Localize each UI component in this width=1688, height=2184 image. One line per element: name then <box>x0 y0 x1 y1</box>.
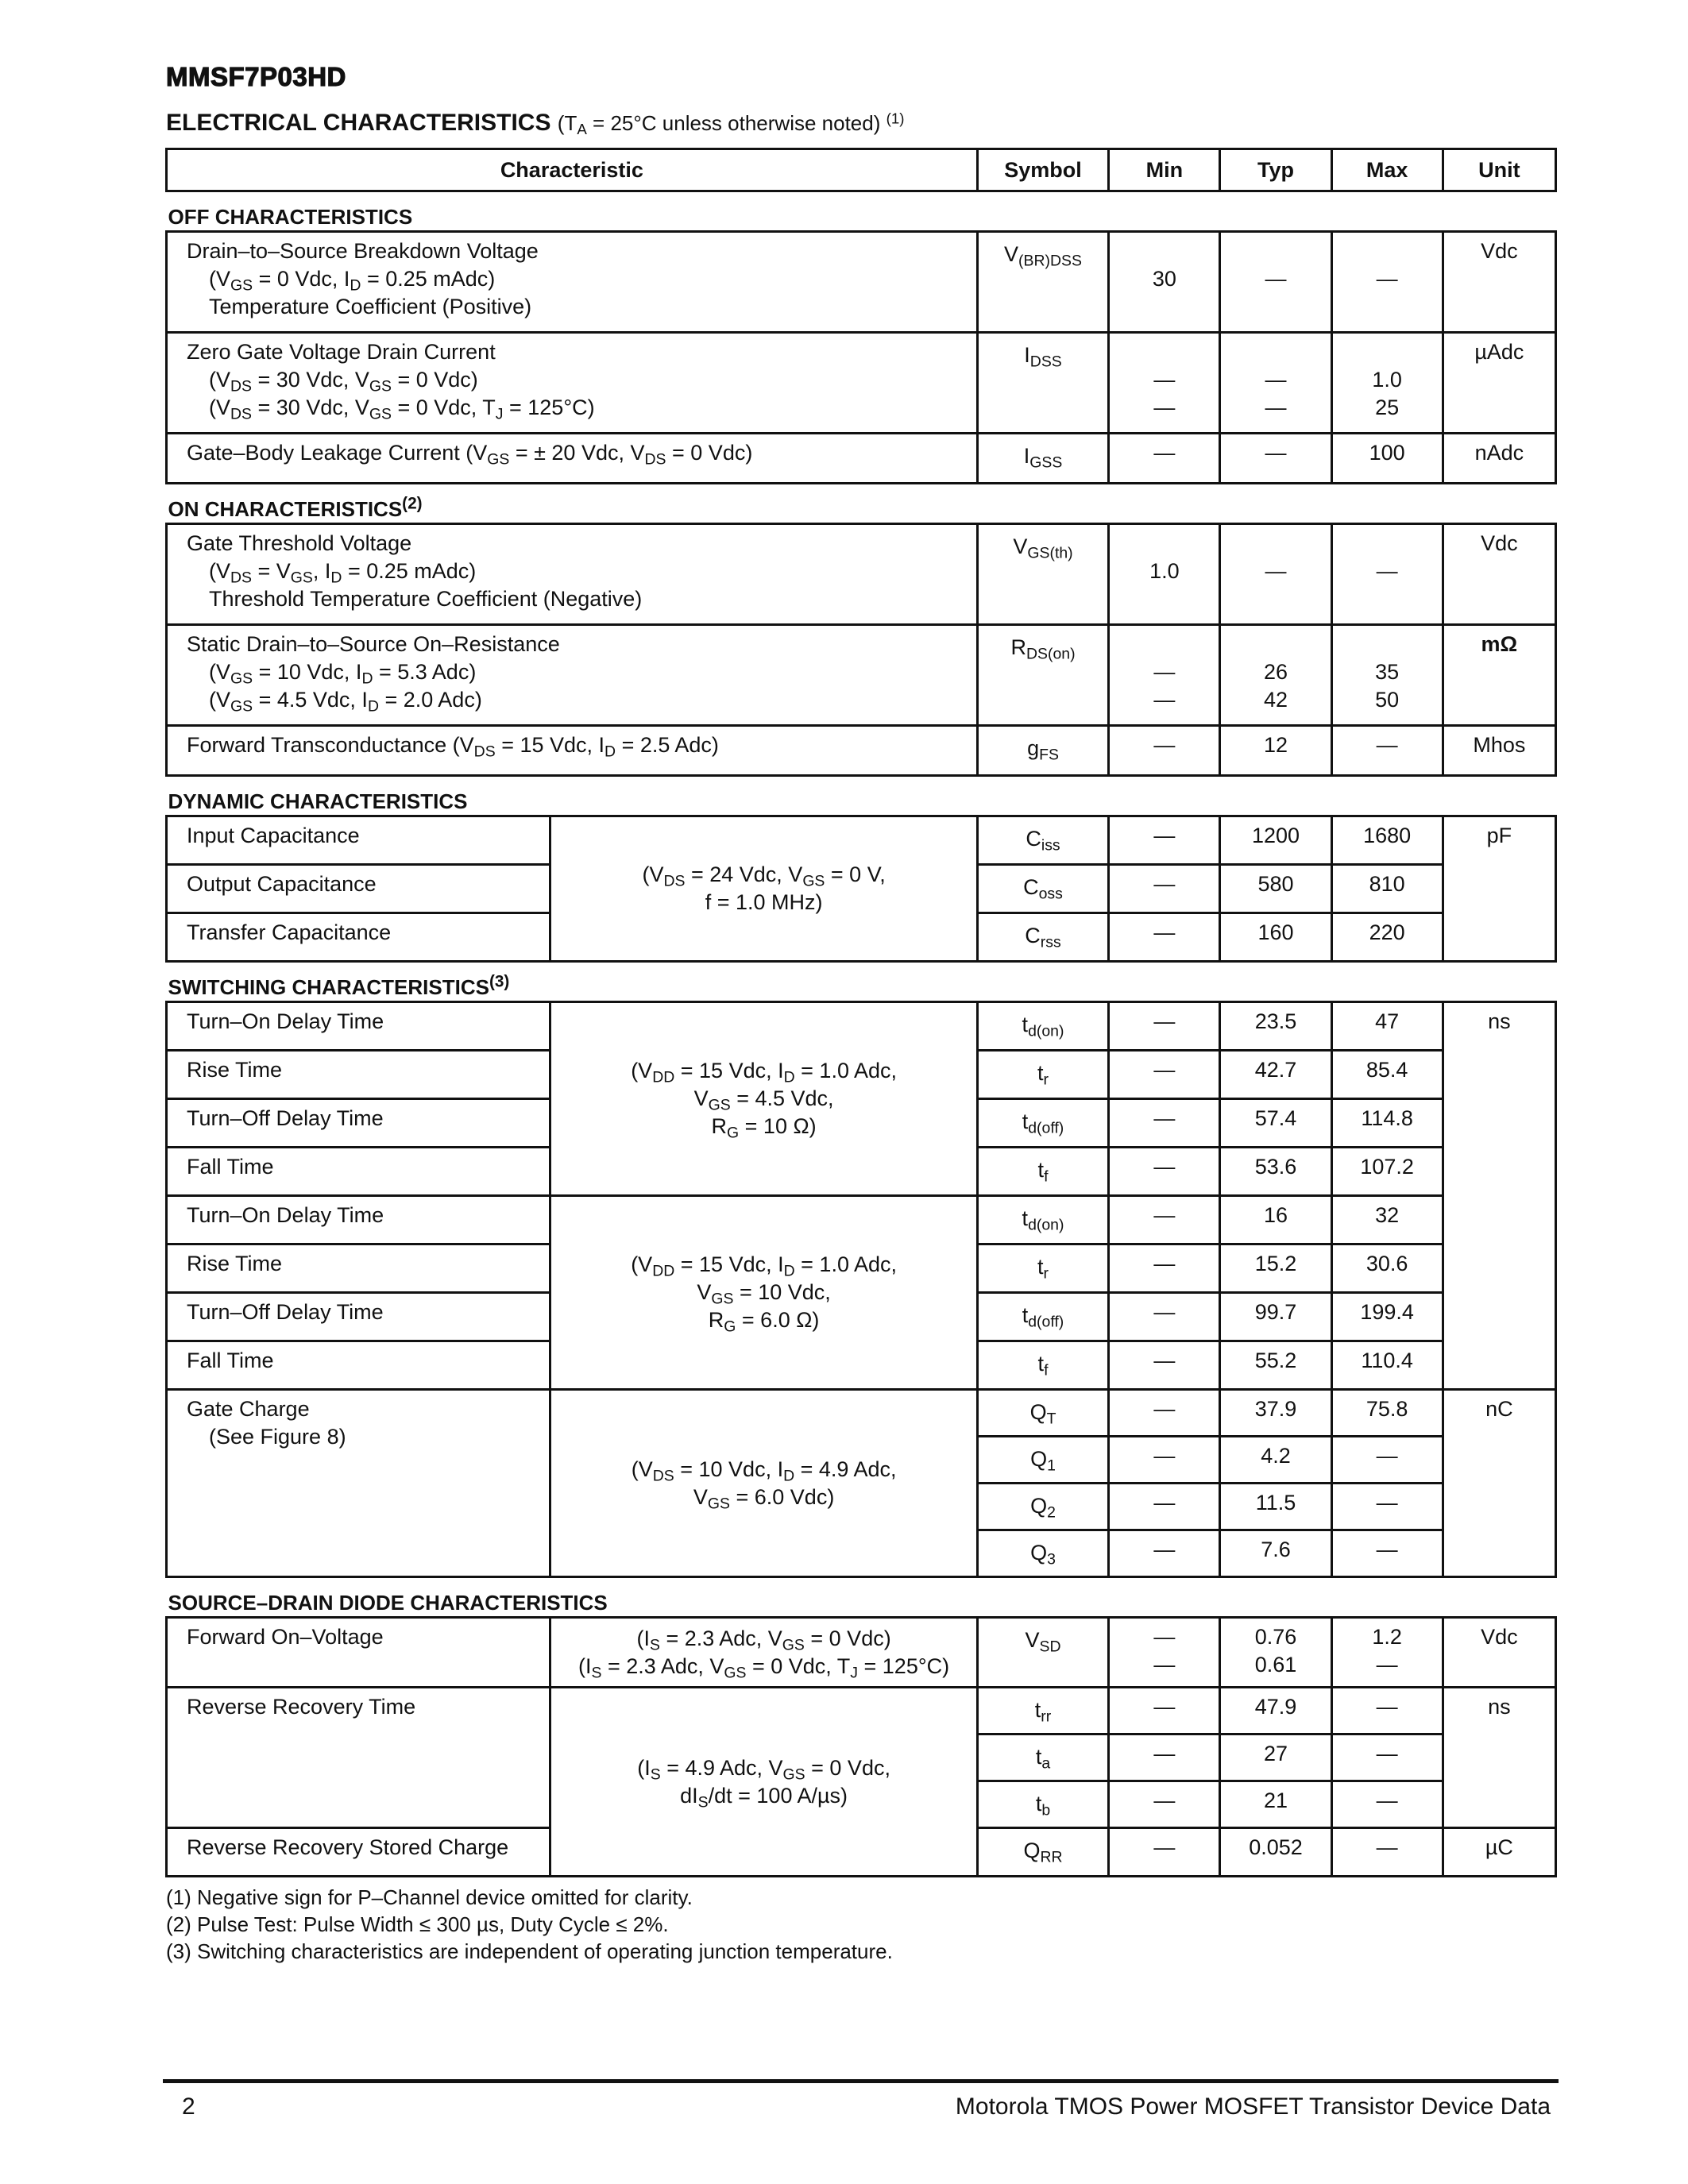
typ-cell: 12 <box>1220 726 1331 776</box>
characteristic-cell: Turn–Off Delay Time <box>167 1293 550 1341</box>
electrical-characteristics-title <box>166 110 904 137</box>
footnote-1: (1) Negative sign for P–Channel device omitted for clarity. <box>166 1885 693 1909</box>
max-cell: — <box>1331 1437 1443 1484</box>
max-cell: — <box>1331 1688 1443 1734</box>
min-cell: — — <box>1109 1618 1220 1688</box>
typ-cell: 0.052 <box>1220 1828 1331 1877</box>
min-cell: 30 <box>1109 232 1220 333</box>
min-cell: — <box>1109 1051 1220 1099</box>
max-cell: 110.4 <box>1331 1341 1443 1390</box>
max-cell: — <box>1331 232 1443 333</box>
table-row <box>167 434 1556 484</box>
symbol-cell: $I_{GSS}$ <box>977 434 1109 484</box>
typ-cell: 15.2 <box>1220 1244 1331 1293</box>
table-row <box>167 1618 1556 1688</box>
min-cell: — <box>1109 1781 1220 1828</box>
typ-cell: 47.9 <box>1220 1688 1331 1734</box>
unit-cell: µC <box>1443 1828 1555 1877</box>
table-row <box>167 1002 1556 1051</box>
unit-cell: Vdc <box>1443 524 1555 625</box>
characteristic-cell: Forward Transconductance ($V_{DS} = 15$ Vdc, $I_D = 2.5$ Adc) <box>167 726 978 776</box>
max-cell: 1.2 — <box>1331 1618 1443 1688</box>
symbol-cell: $t_f$ <box>977 1341 1109 1390</box>
typ-cell: 37.9 <box>1220 1390 1331 1437</box>
typ-cell: 1200 <box>1220 816 1331 865</box>
footer-rule <box>163 2079 1559 2083</box>
symbol-cell: $t_{d(off)}$ <box>977 1099 1109 1148</box>
condition-cell: ($V_{DD} = 15$ Vdc, $I_D = 1.0$ Adc, $V_{GS} = 10$ Vdc, $R_G = 6.0$ Ω) <box>550 1196 977 1390</box>
max-cell: 85.4 <box>1331 1051 1443 1099</box>
symbol-cell: $I_{DSS}$ <box>977 333 1109 434</box>
page-header: MMSF7P03HD <box>166 62 346 91</box>
typ-cell: 21 <box>1220 1781 1331 1828</box>
table-row <box>167 726 1556 776</box>
min-cell: — <box>1109 1734 1220 1781</box>
unit-cell: nC <box>1443 1390 1555 1577</box>
max-cell: 30.6 <box>1331 1244 1443 1293</box>
electrical-characteristics-table <box>165 148 1557 1877</box>
table-row <box>167 1390 1556 1437</box>
typ-cell: 57.4 <box>1220 1099 1331 1148</box>
characteristic-cell: Static Drain–to–Source On–Resistance ($V_{GS} = 10$ Vdc, $I_D = 5.3$ Adc) ($V_{GS} = 4.5$ Vdc, $I_D = 2.0$ Adc) <box>167 625 978 726</box>
min-cell: — <box>1109 434 1220 484</box>
characteristic-cell: Drain–to–Source Breakdown Voltage ($V_{GS} = 0$ Vdc, $I_D = 0.25$ mAdc) Temperature Coefficient (Positive) <box>167 232 978 333</box>
characteristic-cell: Output Capacitance <box>167 865 550 913</box>
max-cell: 1.0 25 <box>1331 333 1443 434</box>
min-cell: — <box>1109 1688 1220 1734</box>
characteristic-cell: Turn–On Delay Time <box>167 1002 550 1051</box>
symbol-cell: $Q_2$ <box>977 1484 1109 1530</box>
section-dynamic: DYNAMIC CHARACTERISTICS <box>168 789 468 813</box>
max-cell: 32 <box>1331 1196 1443 1244</box>
symbol-cell: $t_b$ <box>977 1781 1109 1828</box>
max-cell: — <box>1331 1734 1443 1781</box>
min-cell: — <box>1109 1244 1220 1293</box>
unit-cell: mΩ <box>1443 625 1555 726</box>
characteristic-cell: Reverse Recovery Time <box>167 1688 550 1828</box>
min-cell: — <box>1109 816 1220 865</box>
typ-cell: — — <box>1220 333 1331 434</box>
max-cell: 75.8 <box>1331 1390 1443 1437</box>
characteristic-cell: Zero Gate Voltage Drain Current ($V_{DS} = 30$ Vdc, $V_{GS} = 0$ Vdc) ($V_{DS} = 30$ Vdc, $V_{GS} = 0$ Vdc, $T_J = 125^\circ C$) <box>167 333 978 434</box>
document-title: Motorola TMOS Power MOSFET Transistor Device Data <box>955 2093 1551 2120</box>
unit-cell: ns <box>1443 1688 1555 1828</box>
max-cell: — <box>1331 1781 1443 1828</box>
footnote-3: (3) Switching characteristics are independent of operating junction temperature. <box>166 1939 893 1963</box>
max-cell: 220 <box>1331 913 1443 962</box>
table-row <box>167 1688 1556 1734</box>
characteristic-cell: Input Capacitance <box>167 816 550 865</box>
max-cell: 35 50 <box>1331 625 1443 726</box>
max-cell: — <box>1331 524 1443 625</box>
section-off: OFF CHARACTERISTICS <box>168 205 413 229</box>
condition-cell: ($V_{DD} = 15$ Vdc, $I_D = 1.0$ Adc, $V_{GS} = 4.5$ Vdc, $R_G = 10$ Ω) <box>550 1002 977 1196</box>
typ-cell: 26 42 <box>1220 625 1331 726</box>
symbol-cell: $C_{rss}$ <box>977 913 1109 962</box>
unit-cell: Mhos <box>1443 726 1555 776</box>
min-cell: — <box>1109 1484 1220 1530</box>
min-cell: — <box>1109 1390 1220 1437</box>
unit-cell: nAdc <box>1443 434 1555 484</box>
symbol-cell: $Q_1$ <box>977 1437 1109 1484</box>
section-switching: SWITCHING CHARACTERISTICS$^{(3)}$ <box>168 972 510 999</box>
footnote-2: (2) Pulse Test: Pulse Width ≤ 300 µs, Duty Cycle ≤ 2%. <box>166 1912 669 1936</box>
typ-cell: 42.7 <box>1220 1051 1331 1099</box>
characteristic-cell: Gate Threshold Voltage ($V_{DS} = V_{GS}$, $I_D = 0.25$ mAdc) Threshold Temperature Coefficient (Negative) <box>167 524 978 625</box>
max-cell: 47 <box>1331 1002 1443 1051</box>
header-min: Min <box>1109 149 1220 191</box>
ec-title-bold: ELECTRICAL CHARACTERISTICS <box>166 110 551 136</box>
characteristic-cell: Transfer Capacitance <box>167 913 550 962</box>
condition-cell: ($V_{DS} = 24$ Vdc, $V_{GS} = 0$ V, f = 1.0 MHz) <box>550 816 977 962</box>
characteristic-cell: Turn–Off Delay Time <box>167 1099 550 1148</box>
typ-cell: 16 <box>1220 1196 1331 1244</box>
min-cell: — <box>1109 1828 1220 1877</box>
characteristic-cell: Gate Charge (See Figure 8) <box>167 1390 550 1577</box>
typ-cell: 0.76 0.61 <box>1220 1618 1331 1688</box>
table-row <box>167 232 1556 333</box>
characteristic-cell: Turn–On Delay Time <box>167 1196 550 1244</box>
symbol-cell: $Q_3$ <box>977 1530 1109 1577</box>
symbol-cell: $t_f$ <box>977 1148 1109 1196</box>
min-cell: — — <box>1109 625 1220 726</box>
table-header-row <box>167 149 1556 191</box>
max-cell: 107.2 <box>1331 1148 1443 1196</box>
table-row <box>167 333 1556 434</box>
section-diode: SOURCE–DRAIN DIODE CHARACTERISTICS <box>168 1591 608 1615</box>
table-row <box>167 524 1556 625</box>
symbol-cell: $R_{DS(on)}$ <box>977 625 1109 726</box>
symbol-cell: $Q_{RR}$ <box>977 1828 1109 1877</box>
symbol-cell: $g_{FS}$ <box>977 726 1109 776</box>
min-cell: — <box>1109 1148 1220 1196</box>
page-number: 2 <box>182 2093 195 2120</box>
table-row <box>167 816 1556 865</box>
typ-cell: 53.6 <box>1220 1148 1331 1196</box>
min-cell: — <box>1109 1293 1220 1341</box>
min-cell: — <box>1109 1341 1220 1390</box>
max-cell: 810 <box>1331 865 1443 913</box>
symbol-cell: $t_{d(on)}$ <box>977 1002 1109 1051</box>
max-cell: 1680 <box>1331 816 1443 865</box>
symbol-cell: $V_{GS(th)}$ <box>977 524 1109 625</box>
typ-cell: 11.5 <box>1220 1484 1331 1530</box>
unit-cell: pF <box>1443 816 1555 962</box>
symbol-cell: $V_{SD}$ <box>977 1618 1109 1688</box>
symbol-cell: $t_a$ <box>977 1734 1109 1781</box>
header-typ: Typ <box>1220 149 1331 191</box>
section-on: ON CHARACTERISTICS$^{(2)}$ <box>168 494 423 521</box>
symbol-cell: $t_r$ <box>977 1244 1109 1293</box>
condition-cell: ($I_S = 2.3$ Adc, $V_{GS} = 0$ Vdc) ($I_S = 2.3$ Adc, $V_{GS} = 0$ Vdc, $T_J = 125^\circ C$) <box>550 1618 977 1688</box>
min-cell: — <box>1109 1196 1220 1244</box>
footnotes <box>166 1884 893 1965</box>
header-max: Max <box>1331 149 1443 191</box>
typ-cell: — <box>1220 434 1331 484</box>
max-cell: 114.8 <box>1331 1099 1443 1148</box>
max-cell: — <box>1331 1484 1443 1530</box>
symbol-cell: $V_{(BR)DSS}$ <box>977 232 1109 333</box>
max-cell: 199.4 <box>1331 1293 1443 1341</box>
symbol-cell: $t_r$ <box>977 1051 1109 1099</box>
unit-cell: Vdc <box>1443 1618 1555 1688</box>
ec-title-condition: ($T_A = 25^\circ C$ unless otherwise noted) $^{(1)}$ <box>557 110 905 138</box>
max-cell: — <box>1331 1828 1443 1877</box>
table-row <box>167 1196 1556 1244</box>
max-cell: — <box>1331 1530 1443 1577</box>
table-row <box>167 625 1556 726</box>
characteristic-cell: Rise Time <box>167 1051 550 1099</box>
min-cell: 1.0 <box>1109 524 1220 625</box>
symbol-cell: $Q_T$ <box>977 1390 1109 1437</box>
condition-cell: ($V_{DS} = 10$ Vdc, $I_D = 4.9$ Adc, $V_{GS} = 6.0$ Vdc) <box>550 1390 977 1577</box>
typ-cell: 4.2 <box>1220 1437 1331 1484</box>
min-cell: — — <box>1109 333 1220 434</box>
header-symbol: Symbol <box>977 149 1109 191</box>
header-characteristic: Characteristic <box>167 149 978 191</box>
characteristic-cell: Gate–Body Leakage Current ($V_{GS}$ = ± 20 Vdc, $V_{DS} = 0$ Vdc) <box>167 434 978 484</box>
typ-cell: 580 <box>1220 865 1331 913</box>
header-unit: Unit <box>1443 149 1555 191</box>
condition-cell: ($I_S = 4.9$ Adc, $V_{GS} = 0$ Vdc, $dI_S/dt = 100$ A/µs) <box>550 1688 977 1877</box>
unit-cell: ns <box>1443 1002 1555 1390</box>
unit-cell: µAdc <box>1443 333 1555 434</box>
symbol-cell: $C_{oss}$ <box>977 865 1109 913</box>
typ-cell: — <box>1220 232 1331 333</box>
typ-cell: 7.6 <box>1220 1530 1331 1577</box>
min-cell: — <box>1109 726 1220 776</box>
min-cell: — <box>1109 1099 1220 1148</box>
symbol-cell: $t_{d(on)}$ <box>977 1196 1109 1244</box>
min-cell: — <box>1109 865 1220 913</box>
symbol-cell: $t_{d(off)}$ <box>977 1293 1109 1341</box>
characteristic-cell: Fall Time <box>167 1341 550 1390</box>
symbol-cell: $C_{iss}$ <box>977 816 1109 865</box>
min-cell: — <box>1109 1002 1220 1051</box>
characteristic-cell: Reverse Recovery Stored Charge <box>167 1828 550 1877</box>
max-cell: — <box>1331 726 1443 776</box>
typ-cell: 27 <box>1220 1734 1331 1781</box>
typ-cell: 160 <box>1220 913 1331 962</box>
typ-cell: 23.5 <box>1220 1002 1331 1051</box>
typ-cell: 99.7 <box>1220 1293 1331 1341</box>
max-cell: 100 <box>1331 434 1443 484</box>
symbol-cell: $t_{rr}$ <box>977 1688 1109 1734</box>
min-cell: — <box>1109 1437 1220 1484</box>
min-cell: — <box>1109 913 1220 962</box>
min-cell: — <box>1109 1530 1220 1577</box>
characteristic-cell: Forward On–Voltage <box>167 1618 550 1688</box>
characteristic-cell: Fall Time <box>167 1148 550 1196</box>
typ-cell: — <box>1220 524 1331 625</box>
unit-cell: Vdc <box>1443 232 1555 333</box>
characteristic-cell: Rise Time <box>167 1244 550 1293</box>
typ-cell: 55.2 <box>1220 1341 1331 1390</box>
